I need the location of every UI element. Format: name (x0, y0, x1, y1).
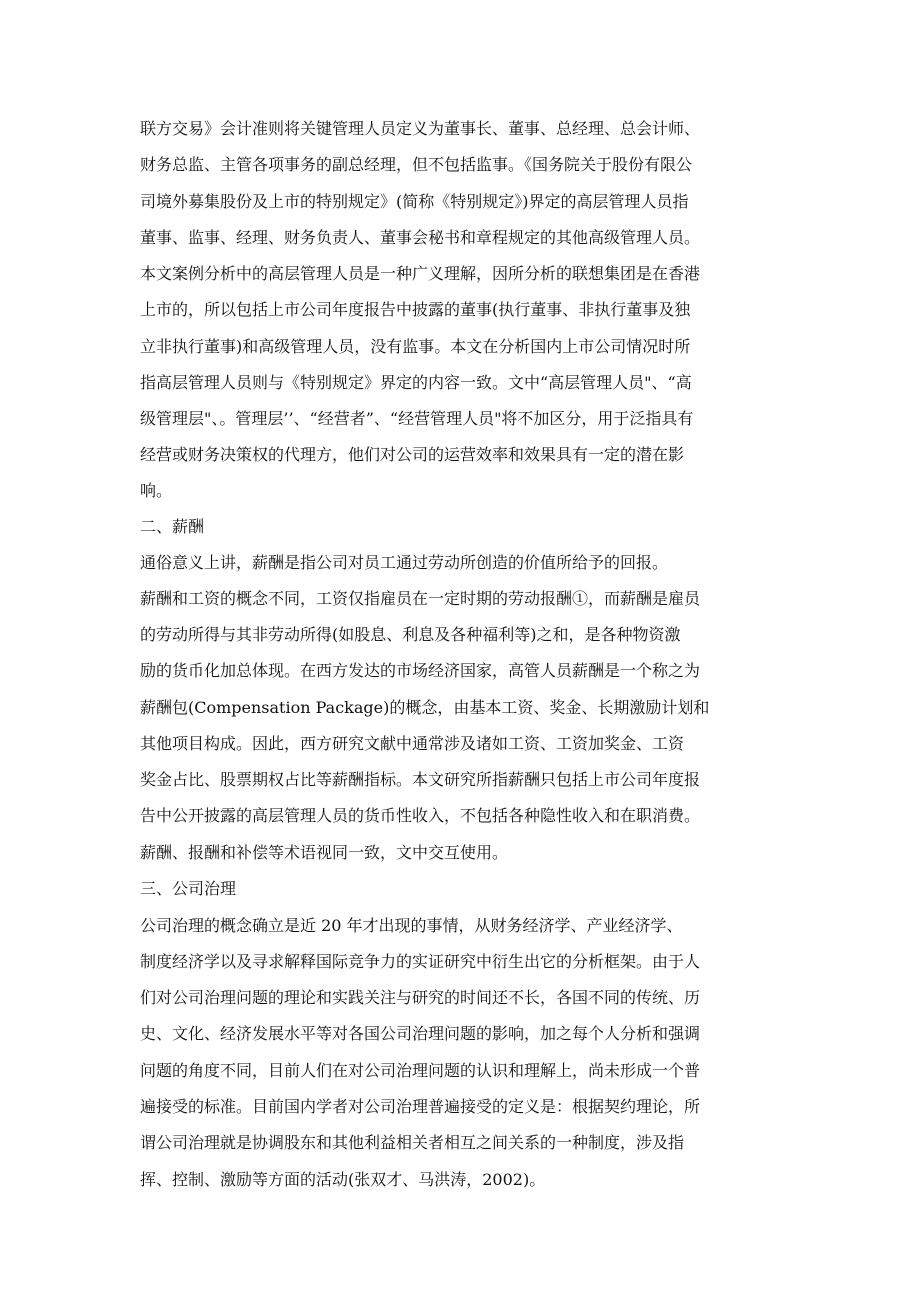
text-line: 薪酬和工资的概念不同，工资仅指雇员在一定时期的劳动报酬①，而薪酬是雇员 (140, 589, 701, 608)
text-line: 的劳动所得与其非劳动所得(如股息、利息及各种福利等)之和，是各种物资激 (140, 625, 681, 644)
text-line: 司境外募集股份及上市的特别规定》(简称《特别规定》)界定的高层管理人员指 (140, 192, 689, 211)
text-line: 指高层管理人员则与《特别规定》界定的内容一致。文中“高层管理人员"、“高 (140, 373, 692, 392)
text-line: 通俗意义上讲，薪酬是指公司对员工通过劳动所创造的价值所给予的回报。 (140, 553, 669, 572)
text-line: 立非执行董事)和高级管理人员，没有监事。本文在分析国内上市公司情况时所 (140, 337, 691, 356)
text-line: 经营或财务决策权的代理方，他们对公司的运营效率和效果具有一定的潜在影 (140, 445, 685, 464)
text-line: 告中公开披露的高层管理人员的货币性收入，不包括各种隐性收入和在职消费。 (140, 806, 701, 825)
text-line: 本文案例分析中的高层管理人员是一种广义理解，因所分析的联想集团是在香港 (140, 264, 701, 283)
text-line: 谓公司治理就是协调股东和其他利益相关者相互之间关系的一种制度，涉及指 (140, 1133, 685, 1152)
text-line: 级管理层"、。管理层’’、“经营者”、“经营管理人员"将不加区分，用于泛指具有 (140, 409, 694, 428)
text-line: 联方交易》会计准则将关键管理人员定义为董事长、董事、总经理、总会计师、 (140, 119, 701, 138)
text-line: 董事、监事、经理、财务负责人、董事会秘书和章程规定的其他高级管理人员。 (140, 228, 701, 247)
text-line: 们对公司治理问题的理论和实践关注与研究的时间还不长，各国不同的传统、历 (140, 988, 701, 1007)
text-line: 其他项目构成。因此，西方研究文献中通常涉及诸如工资、工资加奖金、工资 (140, 734, 685, 753)
text-line: 上市的，所以包括上市公司年度报告中披露的董事(执行董事、非执行董事及独 (140, 300, 691, 319)
text-line: 问题的角度不同，目前人们在对公司治理问题的认识和理解上，尚未形成一个普 (140, 1061, 701, 1080)
text-line: 薪酬包(Compensation Package)的概念，由基本工资、奖金、长期激励计划和 (140, 698, 710, 717)
text-line: 遍接受的标准。目前国内学者对公司治理普遍接受的定义是：根据契约理论，所 (140, 1097, 701, 1116)
text-line: 制度经济学以及寻求解释国际竞争力的实证研究中衍生出它的分析框架。由于人 (140, 952, 701, 971)
text-line: 响。 (140, 481, 173, 500)
text-line: 公司治理的概念确立是近 20 年才出现的事情，从财务经济学、产业经济学、 (140, 916, 683, 935)
section-heading: 三、公司治理 (140, 879, 237, 898)
text-line: 财务总监、主管各项事务的副总经理，但不包括监事。《国务院关于股份有限公 (140, 155, 693, 174)
text-line: 薪酬、报酬和补偿等术语视同一致，文中交互使用。 (140, 843, 509, 862)
text-line: 励的货币化加总体现。在西方发达的市场经济国家，高管人员薪酬是一个称之为 (140, 661, 701, 680)
section-heading: 二、薪酬 (140, 517, 205, 536)
text-line: 挥、控制、激励等方面的活动(张双才、马洪涛，2002)。 (140, 1170, 546, 1189)
text-line: 奖金占比、股票期权占比等薪酬指标。本文研究所指薪酬只包括上市公司年度报 (140, 770, 701, 789)
text-line: 史、文化、经济发展水平等对各国公司治理问题的影响，加之每个人分析和强调 (140, 1024, 701, 1043)
